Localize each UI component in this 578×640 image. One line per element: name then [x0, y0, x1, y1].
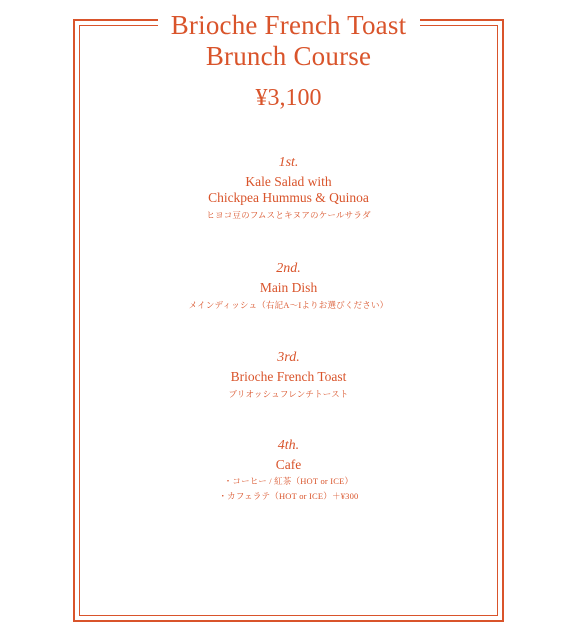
cafe-option-latte: ・カフェラテ（HOT or ICE）＋¥300: [218, 491, 359, 501]
course-ordinal: 1st.: [278, 155, 299, 170]
course-first: [79, 154, 498, 222]
course-price: ¥3,100: [255, 85, 322, 111]
course-second: [79, 260, 498, 312]
dish-name: Main Dish: [259, 280, 318, 295]
dish-name-line-2: Chickpea Hummus & Quinoa: [208, 190, 369, 205]
course-third: [79, 349, 498, 401]
menu-title-line-2: Brunch Course: [205, 41, 372, 71]
dish-name: Brioche French Toast: [230, 369, 347, 384]
dish-name: Cafe: [275, 457, 302, 472]
course-ordinal: 4th.: [277, 438, 300, 453]
course-fourth: [79, 437, 498, 503]
course-ordinal: 2nd.: [276, 261, 301, 276]
course-ordinal: 3rd.: [277, 350, 300, 365]
cafe-option-coffee-tea: ・コーヒー / 紅茶（HOT or ICE）: [223, 476, 354, 486]
menu-title-line-1: Brioche French Toast: [170, 10, 407, 40]
dish-japanese-name: ヒヨコ豆のフムスとキヌアのケールサラダ: [206, 210, 371, 220]
menu-frame-inner: [79, 25, 498, 616]
dish-japanese-name: メインディッシュ（右記A〜Iよりお選びください）: [188, 300, 389, 310]
dish-japanese-name: ブリオッシュフレンチトースト: [228, 389, 349, 399]
dish-name-line-1: Kale Salad with: [245, 174, 332, 189]
